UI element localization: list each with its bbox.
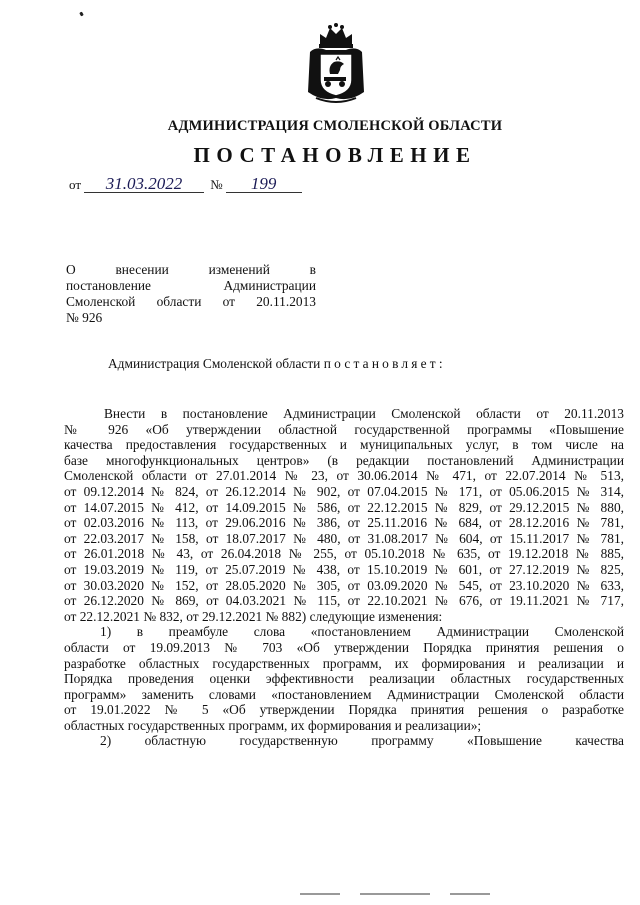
number-label: № (210, 177, 223, 192)
body-line: областных государственных программ, их формирования и реализации»; (64, 717, 482, 733)
body-line: от 22.12.2021 № 832, от 29.12.2021 № 882) следующие изменения: (64, 608, 443, 624)
subject-line: № 926 (66, 310, 103, 325)
subject-line: постановление Администрации (66, 278, 316, 293)
subject-line: Смоленской области от 20.11.2013 (66, 294, 316, 309)
decree-line (108, 356, 446, 372)
body-line: 1) в преамбуле слова «постановлением Администрации Смоленской (100, 624, 624, 640)
body-line: от 19.01.2022 № 5 «Об утверждении Порядка принятия решения о разработке (64, 702, 624, 718)
date-number-line (66, 176, 302, 193)
body-line: базе многофункциональных центров» (в редакции постановлений Администрации (64, 452, 624, 468)
body-line: области от 19.09.2013 № 703 «Об утверждении Порядка принятия решения о (64, 639, 624, 655)
subject-line: О внесении изменений в (66, 262, 316, 277)
body-line: от 22.03.2017 № 158, от 18.07.2017 № 480, от 31.08.2017 № 604, от 15.11.2017 № 781, (64, 530, 624, 546)
body-line: от 02.03.2016 № 113, от 29.06.2016 № 386, от 25.11.2016 № 684, от 28.12.2016 № 781, (64, 515, 624, 531)
decree-prefix: Администрация Смоленской области (108, 356, 321, 371)
subject-block (66, 262, 316, 326)
decree-word: постановляет: (323, 356, 446, 371)
scan-speck (79, 12, 84, 17)
document-type-title: ПОСТАНОВЛЕНИЕ (193, 143, 477, 167)
body-line: от 26.12.2020 № 869, от 04.03.2021 № 115, от 22.10.2021 № 676, от 19.11.2021 № 717, (64, 593, 624, 609)
body-line: качества предоставления государственных и муниципальных услуг, в том числе на (64, 437, 624, 453)
scan-edge-marks (300, 893, 500, 897)
body-line: от 14.07.2015 № 412, от 14.09.2015 № 586, от 22.12.2015 № 829, от 29.12.2015 № 880, (64, 499, 624, 515)
body-line: разработке областных государственных программ, их формирования и реализации и (64, 655, 624, 671)
body-line: Смоленской области от 27.01.2014 № 23, от 30.06.2014 № 471, от 22.07.2014 № 513, (64, 468, 624, 484)
body-line: от 30.03.2020 № 152, от 28.05.2020 № 305, от 03.09.2020 № 545, от 23.10.2020 № 633, (64, 577, 624, 593)
number-value: 199 (226, 176, 302, 193)
body-line: № 926 «Об утверждении областной государственной программы «Повышение (64, 421, 624, 437)
coat-of-arms-emblem (306, 22, 366, 106)
body-line: от 19.03.2019 № 119, от 25.07.2019 № 438, от 15.10.2019 № 601, от 27.12.2019 № 825, (64, 561, 624, 577)
date-value: 31.03.2022 (84, 176, 204, 193)
body-line: от 26.01.2018 № 43, от 26.04.2018 № 255, от 05.10.2018 № 635, от 19.12.2018 № 885, (64, 546, 624, 562)
date-label: от (69, 177, 82, 192)
body-text (64, 406, 624, 749)
body-line: программ» заменить словами «постановлением Администрации Смоленской области (64, 686, 624, 702)
body-line: 2) областную государственную программу «Повышение качества (100, 733, 624, 749)
body-line: Внести в постановление Администрации Смоленской области от 20.11.2013 (104, 406, 624, 421)
body-line: Порядка проведения оценки эффективности реализации областных государственных (64, 671, 624, 687)
organization-title: АДМИНИСТРАЦИЯ СМОЛЕНСКОЙ ОБЛАСТИ (167, 118, 503, 134)
body-line: от 09.12.2014 № 824, от 26.12.2014 № 902, от 07.04.2015 № 171, от 05.06.2015 № 314, (64, 483, 624, 499)
